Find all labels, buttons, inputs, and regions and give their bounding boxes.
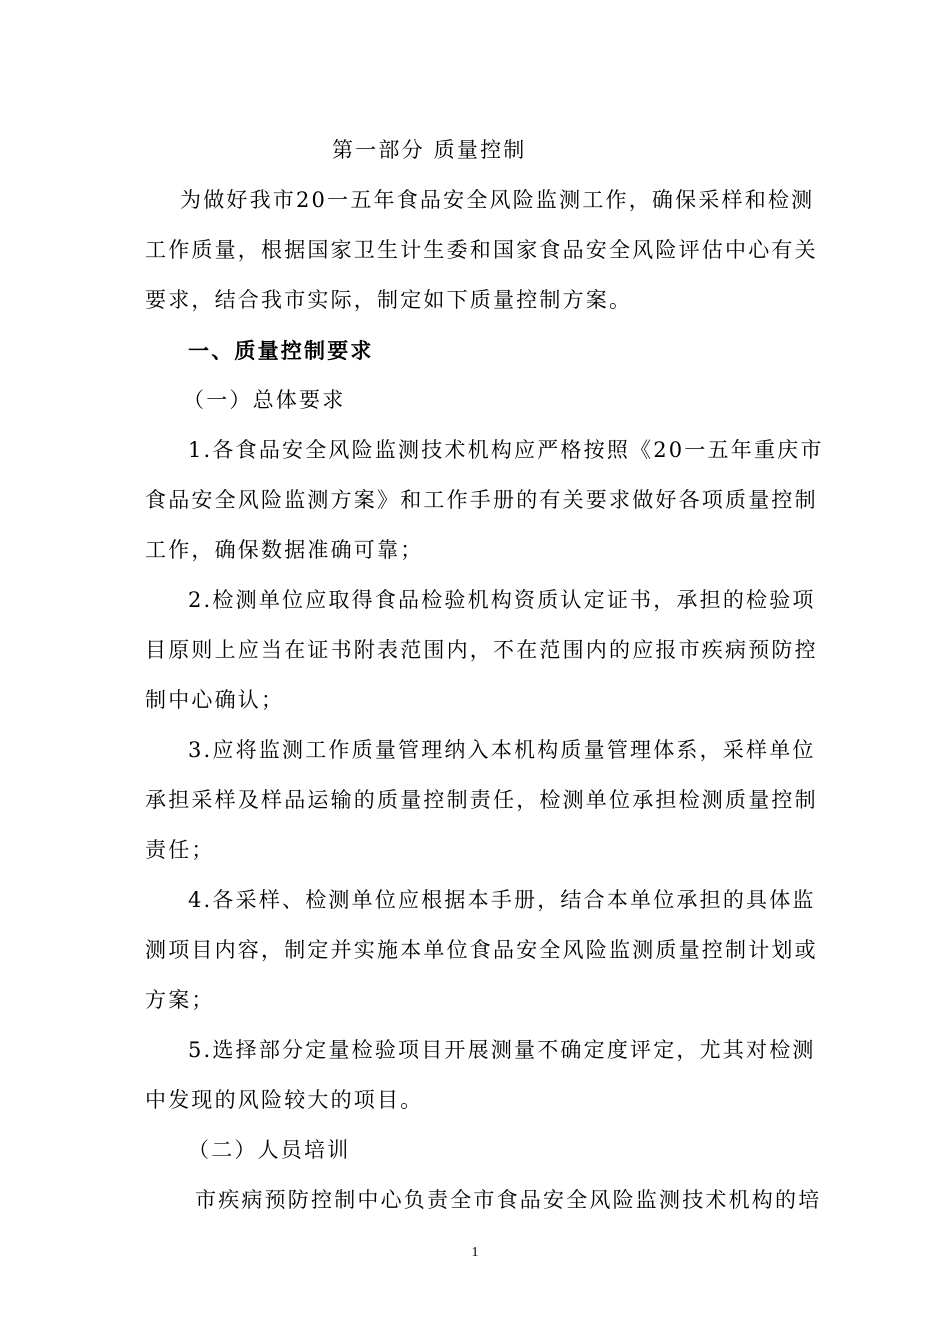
paragraph-line: 承担采样及样品运输的质量控制责任，检测单位承担检测质量控制 xyxy=(145,788,818,812)
paragraph-line: 工作，确保数据准确可靠； xyxy=(145,538,424,562)
paragraph-line: 食品安全风险监测方案》和工作手册的有关要求做好各项质量控制 xyxy=(145,488,818,512)
subsection-heading: （一）总体要求 xyxy=(183,388,346,412)
paragraph-line: 方案； xyxy=(145,988,215,1012)
section-title: 第一部分 质量控制 xyxy=(332,138,527,162)
subsection-heading: （二）人员培训 xyxy=(188,1138,351,1162)
paragraph-line: 制中心确认； xyxy=(145,688,285,712)
paragraph-line: 2.检测单位应取得食品检验机构资质认定证书，承担的检验项 xyxy=(188,588,816,612)
paragraph-line: 测项目内容，制定并实施本单位食品安全风险监测质量控制计划或 xyxy=(145,938,818,962)
paragraph-line: 3.应将监测工作质量管理纳入本机构质量管理体系，采样单位 xyxy=(188,738,816,762)
paragraph-line: 1.各食品安全风险监测技术机构应严格按照《20一五年重庆市 xyxy=(188,438,824,462)
paragraph-line: 要求，结合我市实际，制定如下质量控制方案。 xyxy=(145,288,633,312)
paragraph-line: 目原则上应当在证书附表范围内，不在范围内的应报市疾病预防控 xyxy=(145,638,818,662)
paragraph-line: 工作质量，根据国家卫生计生委和国家食品安全风险评估中心有关 xyxy=(145,238,818,262)
paragraph-line: 4.各采样、检测单位应根据本手册，结合本单位承担的具体监 xyxy=(188,888,816,912)
paragraph-line: 责任； xyxy=(145,838,215,862)
paragraph-line: 为做好我市20一五年食品安全风险监测工作，确保采样和检测 xyxy=(180,188,815,212)
page-number: 1 xyxy=(471,1245,479,1260)
paragraph-line: 5.选择部分定量检验项目开展测量不确定度评定，尤其对检测 xyxy=(188,1038,816,1062)
paragraph-line: 中发现的风险较大的项目。 xyxy=(145,1088,424,1112)
paragraph-line: 市疾病预防控制中心负责全市食品安全风险监测技术机构的培 xyxy=(195,1188,822,1212)
section-heading: 一、质量控制要求 xyxy=(188,338,374,363)
